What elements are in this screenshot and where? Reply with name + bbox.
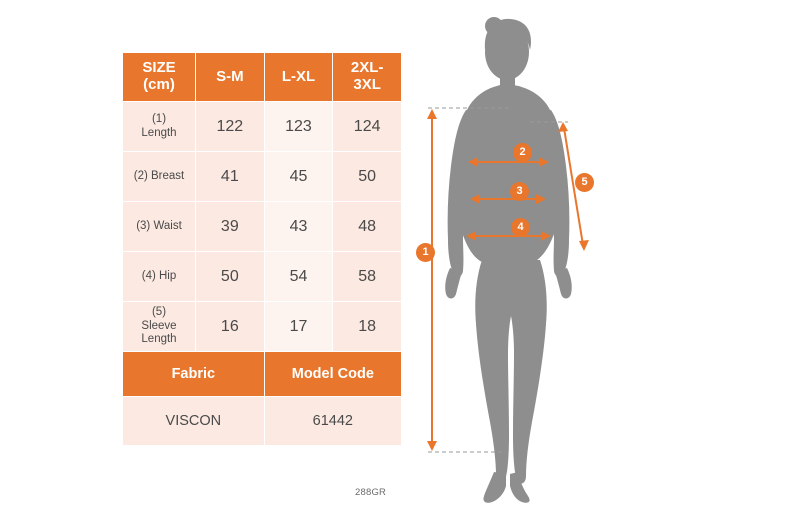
badge-1-length: 1 [416,243,435,262]
table-footer-header-row [123,352,402,397]
cell-breast-2xl-3xl: 50 [333,152,402,202]
row-label-sleeve-line2: Sleeve Length [141,319,177,346]
badge-3-waist: 3 [510,182,529,201]
row-label-sleeve-length [123,302,196,352]
cell-length-2xl-3xl: 124 [333,102,402,152]
footer-value-model-code: 61442 [264,397,401,446]
badge-2-breast: 2 [513,143,532,162]
row-label-length-line1: (1) [151,112,167,125]
cell-hip-s-m: 50 [196,252,265,302]
cell-breast-l-xl: 45 [264,152,333,202]
table-row [123,302,402,352]
column-header-s-m: S-M [196,53,265,102]
column-header-2xl-line2: 3XL [353,76,381,93]
body-silhouette-svg [410,10,795,510]
row-label-sleeve-line1: (5) [151,305,167,318]
cell-sleeve-l-xl: 17 [264,302,333,352]
size-chart-table [122,52,402,446]
cell-sleeve-s-m: 16 [196,302,265,352]
table-header-row [123,53,402,102]
column-header-size [123,53,196,102]
cell-length-l-xl: 123 [264,102,333,152]
footer-header-model-code: Model Code [264,352,401,397]
weight-note: 288GR [355,487,387,498]
cell-waist-s-m: 39 [196,202,265,252]
cell-hip-2xl-3xl: 58 [333,252,402,302]
cell-length-s-m: 122 [196,102,265,152]
row-label-waist: (3) Waist [123,202,196,252]
row-label-length [123,102,196,152]
female-body-silhouette [445,17,572,503]
cell-waist-l-xl: 43 [264,202,333,252]
cell-sleeve-2xl-3xl: 18 [333,302,402,352]
table-row [123,152,402,202]
badge-4-hip: 4 [511,218,530,237]
column-header-size-line2: (cm) [143,76,175,93]
cell-breast-s-m: 41 [196,152,265,202]
footer-value-fabric: VISCON [123,397,265,446]
cell-waist-2xl-3xl: 48 [333,202,402,252]
measurement-figure [410,10,795,510]
row-label-length-line2: Length [141,126,177,139]
size-chart-table-wrapper [122,52,402,446]
table-row [123,202,402,252]
row-label-breast: (2) Breast [123,152,196,202]
badge-5-sleeve-length: 5 [575,173,594,192]
table-footer-value-row [123,397,402,446]
cell-hip-l-xl: 54 [264,252,333,302]
column-header-size-line1: SIZE [142,59,176,77]
column-header-l-xl: L-XL [264,53,333,102]
row-label-hip: (4) Hip [123,252,196,302]
column-header-2xl-line1: 2XL- [350,59,384,77]
footer-header-fabric: Fabric [123,352,265,397]
table-row [123,252,402,302]
column-header-2xl-3xl [333,53,402,102]
table-row [123,102,402,152]
